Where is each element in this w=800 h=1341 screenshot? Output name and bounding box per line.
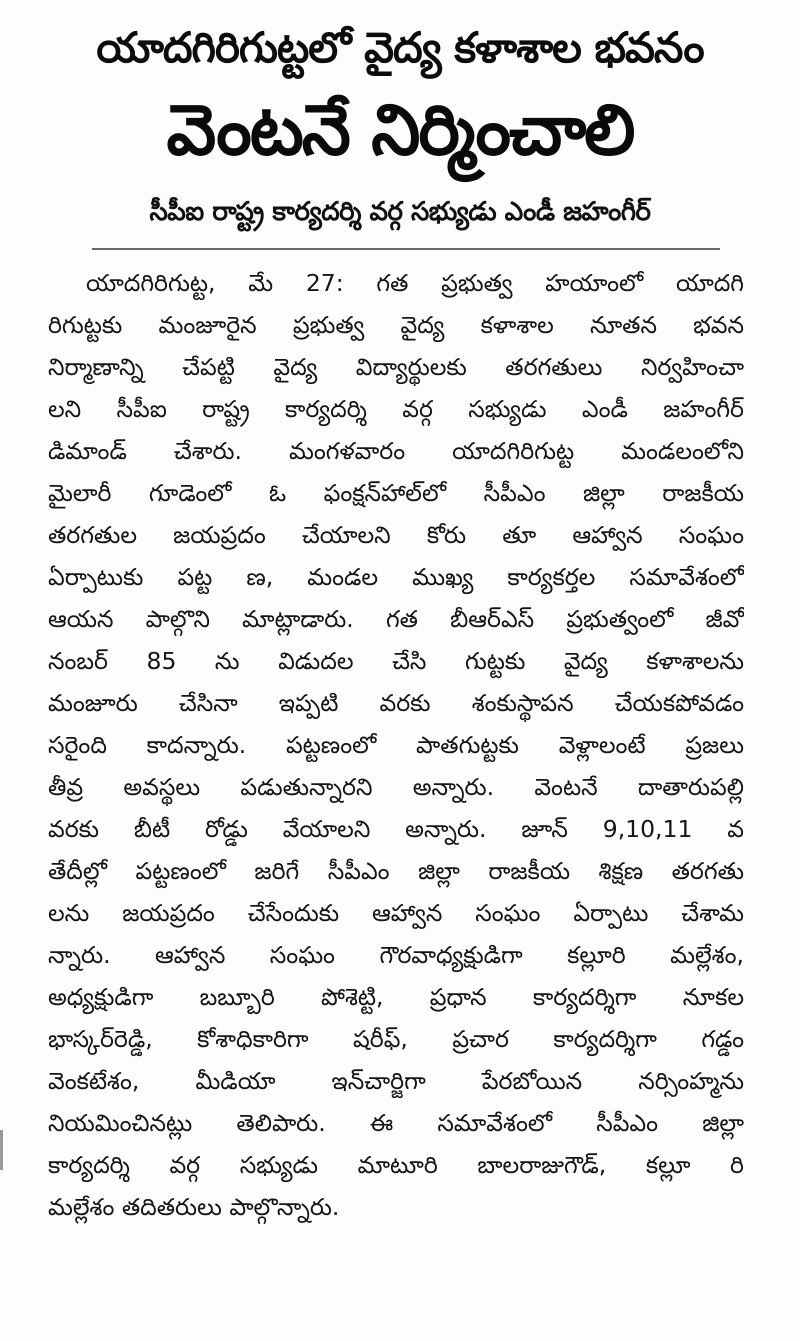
body-line: వరకు బీటీ రోడ్డు వేయాలని అన్నారు. జూన్ 9,10,11 వ (48, 815, 744, 843)
body-line: రిగుట్టకు మంజూరైన ప్రభుత్వ వైద్య కళాశాల నూతన భవన (48, 311, 744, 339)
body-line: నియమించినట్లు తెలిపారు. ఈ సమావేశంలో సీపీఎం జిల్లా (48, 1109, 744, 1137)
body-line: నిర్మాణాన్ని చేపట్టి వైద్య విద్యార్థులకు తరగతులు నిర్వహించా (48, 353, 744, 381)
body-line: భాస్కర్‌రెడ్డి, కోశాధికారిగా షరీఫ్, ప్రచార కార్యదర్శిగా గడ్డం (48, 1025, 744, 1053)
headline-main: వెంటనే నిర్మించాలి (166, 89, 634, 171)
body-line: యాదగిరిగుట్ట, మే 27: గత ప్రభుత్వ హయాంలో యాదగి (86, 269, 744, 297)
body-line: కార్యదర్శి వర్గ సభ్యుడు మాటూరి బాలరాజుగౌడ్, కల్లూ రి (48, 1151, 744, 1179)
body-line: తరగతుల జయప్రదం చేయాలని కోరు తూ ఆహ్వాన సంఘం (48, 521, 744, 549)
body-line: అధ్యక్షుడిగా బబ్బూరి పోశెట్టి, ప్రధాన కార్యదర్శిగా నూకల (48, 983, 744, 1011)
body-line: ఆయన పాల్గొని మాట్లాడారు. గత బీఆర్ఎస్ ప్రభుత్వంలో జీవో (48, 605, 744, 633)
body-line: తీవ్ర అవస్థలు పడుతున్నారని అన్నారు. వెంటనే దాతారుపల్లి (48, 773, 744, 801)
body-line: ఏర్పాటుకు పట్ట ణ, మండల ముఖ్య కార్యకర్తల సమావేశంలో (48, 563, 744, 591)
body-line: లను జయప్రదం చేసేందుకు ఆహ్వాన సంఘం ఏర్పాటు చేశామ (48, 899, 744, 927)
article-body (48, 262, 744, 1228)
body-line: డిమాండ్ చేశారు. మంగళవారం యాదగిరిగుట్ట మండలంలోని (48, 437, 744, 465)
body-line: న్నారు. ఆహ్వాన సంఘం గౌరవాధ్యక్షుడిగా కల్లూరి మల్లేశం, (48, 941, 744, 969)
body-line: మంజూరు చేసినా ఇప్పటి వరకు శంకుస్థాపన చేయకపోవడం (48, 689, 744, 717)
body-line: సరైంది కాదన్నారు. పట్టణంలో పాతగుట్టకు వెళ్లాలంటే ప్రజలు (48, 731, 744, 759)
body-line: నంబర్ 85 ను విడుదల చేసి గుట్టకు వైద్య కళాశాలను (48, 647, 744, 675)
body-line: వెంకటేశం, మీడియా ఇన్‌చార్జిగా పేరబోయిన నర్సింహ్మను (48, 1067, 744, 1095)
subhead-divider (92, 248, 720, 250)
body-line: మైలారీ గూడెంలో ఓ ఫంక్షన్‌హాల్‌లో సీపీఎం జిల్లా రాజకీయ (48, 479, 744, 507)
headline-kicker: యాదగిరిగుట్టలో వైద్య కళాశాల భవనం (96, 23, 704, 72)
margin-mark (0, 1130, 3, 1170)
body-line: లని సీపీఐ రాష్ట్ర కార్యదర్శి వర్గ సభ్యుడు ఎండీ జహంగీర్ (48, 395, 744, 423)
body-line: మల్లేశం తదితరులు పాల్గొన్నారు. (48, 1193, 340, 1221)
body-line: తేదీల్లో పట్టణంలో జరిగే సీపీఎం జిల్లా రాజకీయ శిక్షణ తరగతు (48, 857, 744, 885)
subheadline: సీపీఐ రాష్ట్ర కార్యదర్శి వర్గ సభ్యుడు ఎండీ జహంగీర్ (149, 197, 651, 227)
